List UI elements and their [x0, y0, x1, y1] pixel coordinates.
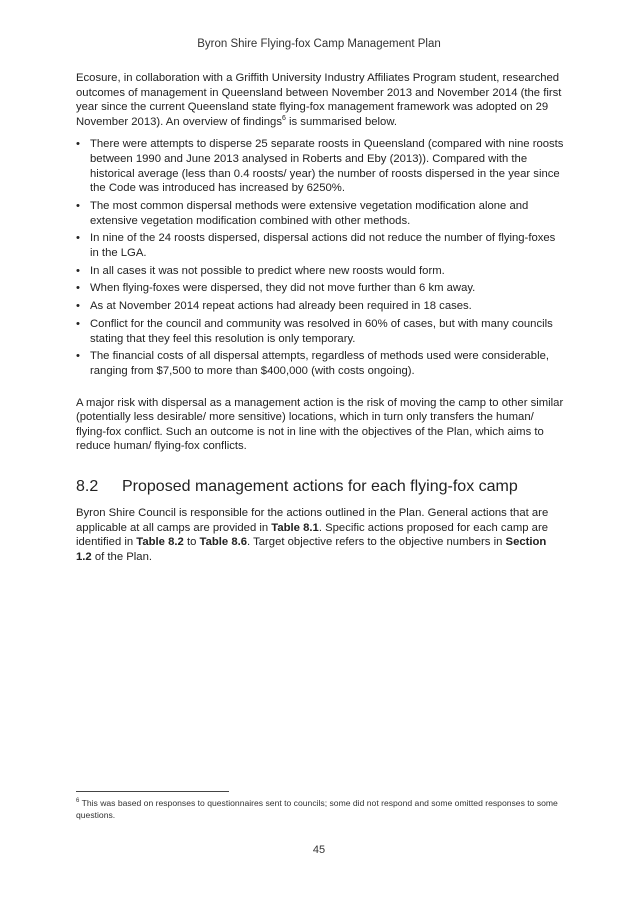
page-number: 45	[312, 844, 326, 856]
list-item: • The financial costs of all dispersal attempts, regardless of methods used were considerable, ranging from $7,500 to more than $400,000 (with costs ongoing).	[76, 350, 550, 377]
footnote-reference: 6	[281, 115, 286, 123]
body-content	[76, 71, 564, 564]
section-paragraph: Byron Shire Council is responsible for the actions outlined in the Plan. General actions that are applicable at all camps are provided in Table 8.1. Specific actions proposed for each camp are identified in Table 8.2 to Table 8.6. Target objective refers to the objective numbers in Section 1.2 of the Plan.	[76, 506, 549, 563]
section-title: Proposed management actions for each flying-fox camp	[122, 477, 518, 495]
bullet-icon: •	[76, 199, 80, 212]
risk-paragraph: A major risk with dispersal as a management action is the risk of moving the camp to other similar (potentially less desirable/ more sensitive) locations, which in turn only transfers the human/ flying-fox conflict. Such an outcome is not in line with the objectives of the Plan, which aims to reduce human/ flying-fox conflicts.	[76, 396, 564, 453]
bullet-icon: •	[76, 138, 80, 151]
table-reference: Table 8.1	[271, 521, 319, 534]
footnote: $^6$ This was based on responses to questionnaires sent to councils; some did not respond and some omitted responses to some questions.	[76, 798, 558, 820]
footnote-marker: 6	[76, 798, 80, 805]
table-reference: Table 8.6	[199, 536, 248, 549]
list-item: • As at November 2014 repeat actions had already been required in 18 cases.	[76, 300, 472, 313]
findings-list	[76, 137, 564, 378]
list-item: • There were attempts to disperse 25 separate roosts in Queensland (compared with nine roosts between 1990 and June 2013 analysed in Roberts and Eby (2013)). Compared with the historical average (less than 0.4 roosts/ year) the number of roosts dispersed in the year since the Code was introduced has increased by 6250%.	[76, 138, 564, 195]
list-item: • When flying-foxes were dispersed, they did not move further than 6 km away.	[76, 282, 476, 295]
list-item: • In all cases it was not possible to predict where new roosts would form.	[76, 264, 445, 277]
bullet-icon: •	[76, 264, 80, 277]
bullet-icon: •	[76, 232, 80, 245]
table-reference: Table 8.2	[136, 536, 184, 549]
section-reference: Section 1.2	[76, 536, 547, 563]
intro-paragraph: Ecosure, in collaboration with a Griffith University Industry Affiliates Program student, researched outcomes of management in Queensland between November 2013 and November 2014 (the first year since the current Queensland state flying-fox management framework was adopted on 29 November 2013). An overview of findings$^6$ is summarised below.	[76, 72, 562, 128]
bullet-icon: •	[76, 318, 80, 331]
list-item: • The most common dispersal methods were extensive vegetation modification alone and extensive vegetation modification combined with other methods.	[76, 199, 529, 227]
bullet-icon: •	[76, 350, 80, 363]
footnote-divider	[76, 791, 229, 792]
list-item: • Conflict for the council and community was resolved in 60% of cases, but with many councils stating that they feel this resolution is only temporary.	[76, 318, 553, 345]
bullet-icon: •	[76, 300, 80, 313]
bullet-icon: •	[76, 282, 80, 295]
list-item: • In nine of the 24 roosts dispersed, dispersal actions did not reduce the number of flying-foxes in the LGA.	[76, 232, 556, 259]
section-heading	[76, 477, 564, 497]
running-header: Byron Shire Flying-fox Camp Management Plan	[197, 38, 441, 50]
section-number: 8.2	[76, 477, 99, 495]
